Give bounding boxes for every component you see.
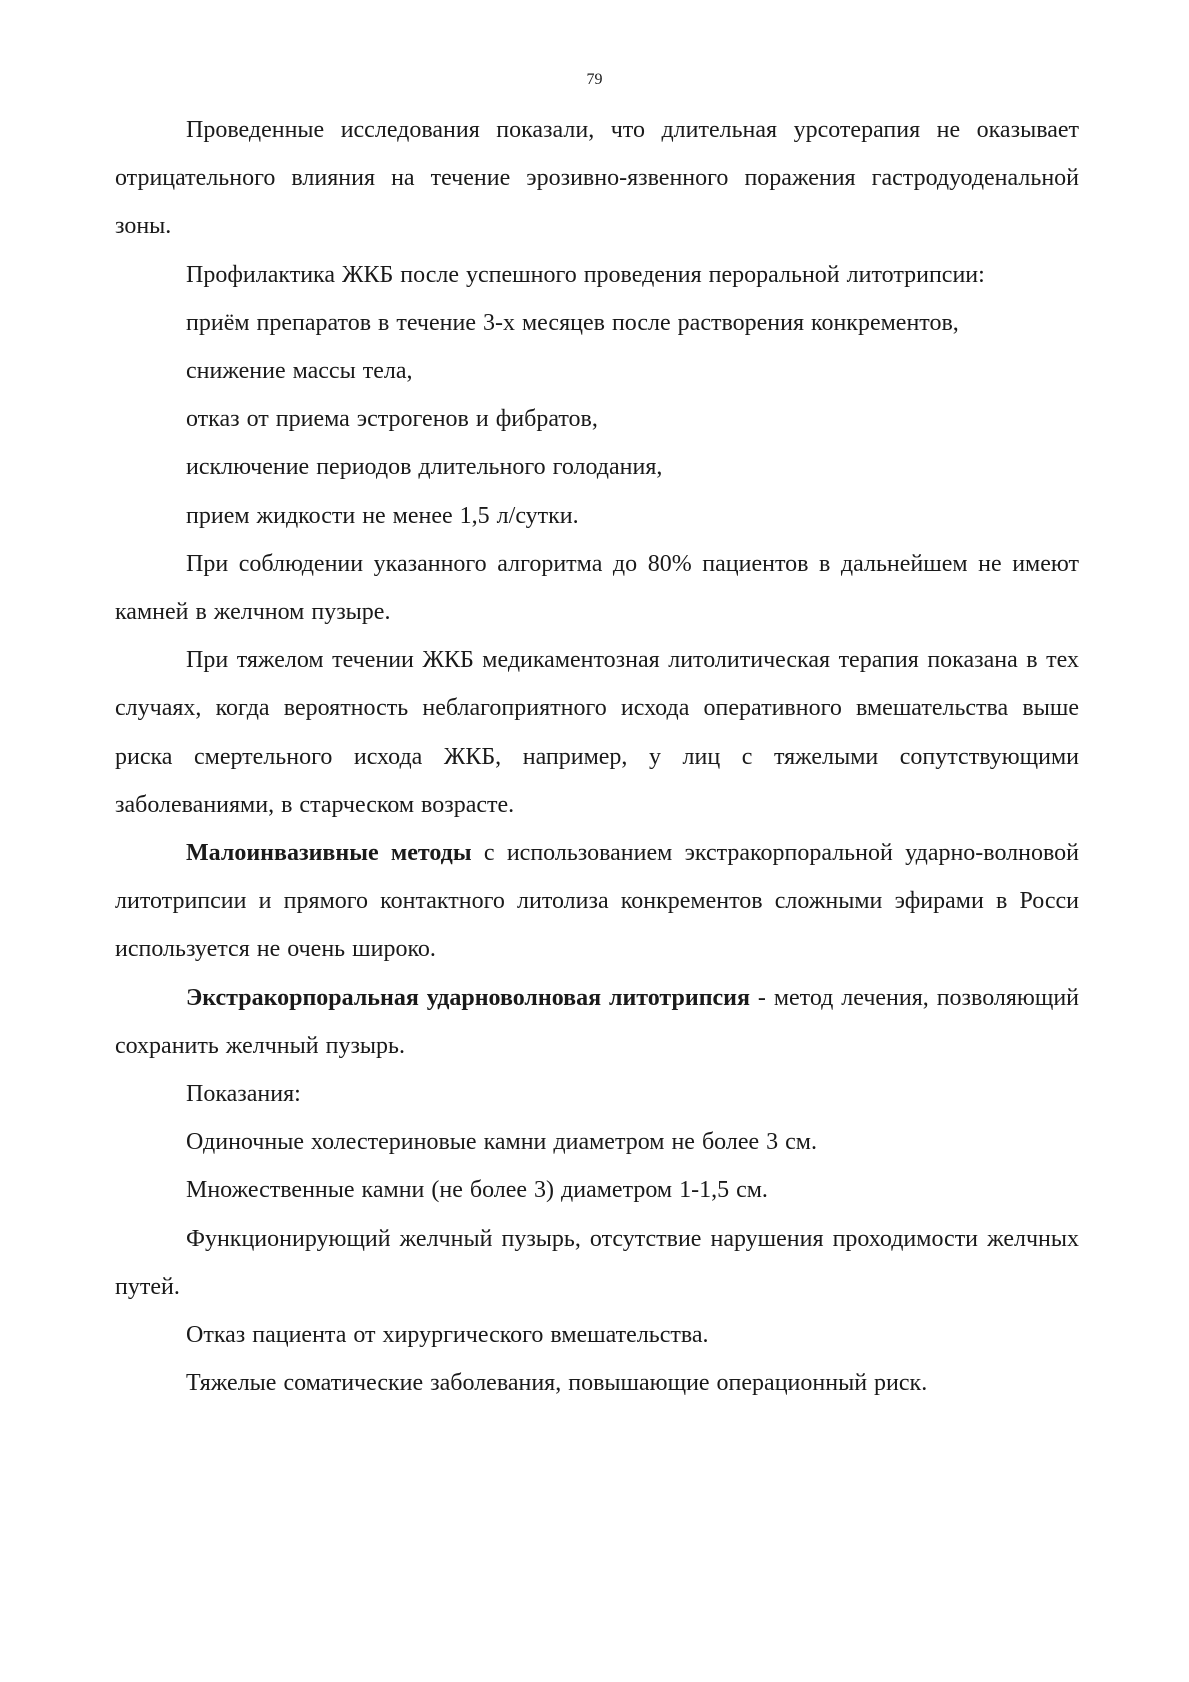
paragraph <box>115 299 1079 347</box>
paragraph <box>115 347 1079 395</box>
paragraph-text: При тяжелом течении ЖКБ медикаментозная литолитическая терапия показана в тех случаях, когда вероятность неблагоприятного исхода оперативного вмешательства выше риска смертельного исхода ЖКБ, например, у лиц с тяжелыми сопутствующими заболеваниями, в старческом возрасте. <box>115 647 1079 818</box>
paragraph <box>115 1166 1079 1214</box>
paragraph-text: Показания: <box>186 1081 301 1108</box>
paragraph <box>115 251 1079 299</box>
paragraph <box>115 540 1079 636</box>
paragraph <box>115 636 1079 829</box>
paragraph <box>115 443 1079 491</box>
paragraph-text: - метод лечения, позволяющий сохранить желчный пузырь. <box>115 984 1080 1059</box>
paragraph-text: снижение массы тела, <box>186 358 413 385</box>
paragraph <box>115 1215 1079 1311</box>
paragraph <box>115 1118 1079 1166</box>
paragraph <box>115 974 1079 1070</box>
paragraph <box>115 395 1079 443</box>
paragraph-text: Профилактика ЖКБ после успешного проведения пероральной литотрипсии: <box>186 261 985 288</box>
paragraph-text: Множественные камни (не более 3) диаметром 1-1,5 см. <box>186 1177 768 1204</box>
paragraph-text: отказ от приема эстрогенов и фибратов, <box>186 406 598 433</box>
paragraph-text: исключение периодов длительного голодания, <box>186 454 663 481</box>
paragraph-text: Одиночные холестериновые камни диаметром не более 3 см. <box>186 1129 817 1156</box>
paragraph <box>115 106 1079 251</box>
paragraph <box>115 492 1079 540</box>
paragraph-text: Тяжелые соматические заболевания, повышающие операционный риск. <box>186 1370 928 1397</box>
paragraph <box>115 1070 1079 1118</box>
document-body <box>115 106 1079 1407</box>
page-number: 79 <box>586 71 603 88</box>
bold-term: Экстракорпоральная ударноволновая литотрипсия <box>186 984 750 1011</box>
paragraph-text: с использованием экстракорпоральной ударно-волновой литотрипсии и прямого контактного литолиза конкрементов сложными эфирами в Росси используется не очень широко. <box>115 840 1079 963</box>
paragraph-text: приём препаратов в течение 3-х месяцев после растворения конкрементов, <box>186 309 959 336</box>
paragraph-text: Функционирующий желчный пузырь, отсутствие нарушения проходимости желчных путей. <box>115 1225 1079 1300</box>
paragraph-text: Проведенные исследования показали, что длительная урсотерапия не оказывает отрицательного влияния на течение эрозивно-язвенного поражения гастродуоденальной зоны. <box>115 117 1079 240</box>
paragraph <box>115 1359 1079 1407</box>
paragraph-text: При соблюдении указанного алгоритма до 80% пациентов в дальнейшем не имеют камней в желчном пузыре. <box>115 550 1079 626</box>
paragraph-text: прием жидкости не менее 1,5 л/сутки. <box>186 502 579 529</box>
bold-term: Малоинвазивные методы <box>186 840 472 867</box>
paragraph-text: Отказ пациента от хирургического вмешательства. <box>186 1322 709 1349</box>
paragraph <box>115 829 1079 974</box>
paragraph <box>115 1311 1079 1359</box>
